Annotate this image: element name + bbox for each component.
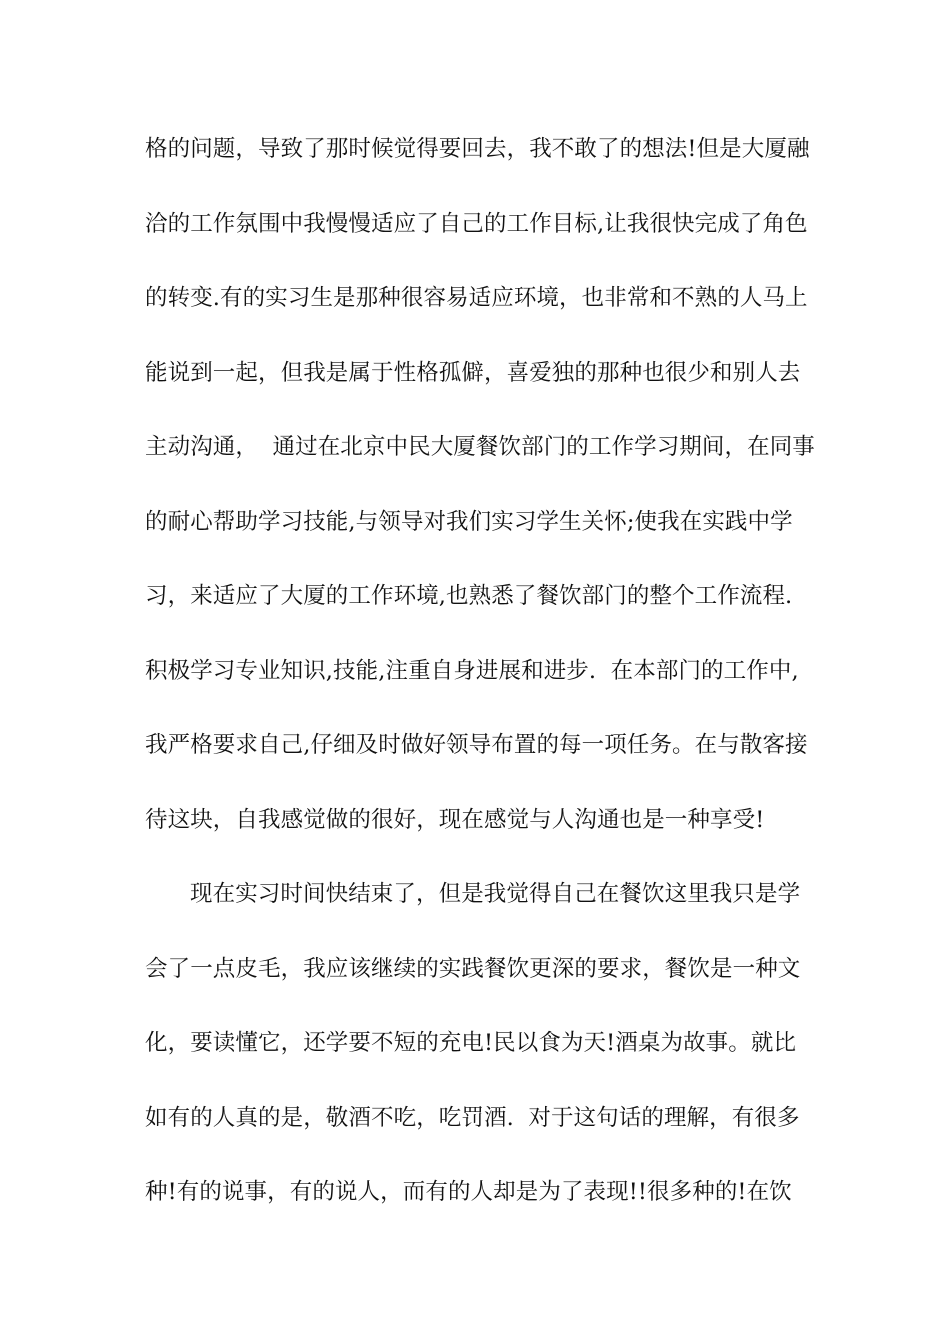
text-line: 会了一点皮毛，我应该继续的实践餐饮更深的要求，餐饮是一种文 — [145, 955, 801, 982]
text-line: 积极学习专业知识,技能,注重自身进展和进步. 在本部门的工作中, — [145, 657, 799, 684]
text-line: 习，来适应了大厦的工作环境,也熟悉了餐饮部门的整个工作流程. — [145, 583, 793, 609]
body-text — [145, 128, 815, 1246]
text-line: 的转变.有的实习生是那种很容易适应环境，也非常和不熟的人马上 — [145, 285, 808, 311]
paragraph-first-line: 现在实习时间快结束了，但是我觉得自己在餐饮这里我只是学 — [190, 881, 801, 907]
text-line: 主动沟通， 通过在北京中民大厦餐饮部门的工作学习期间，在同事 — [145, 434, 815, 460]
text-line: 化，要读懂它，还学要不短的充电!民以食为天!酒桌为故事。就比 — [145, 1030, 797, 1056]
text-line: 我严格要求自己,仔细及时做好领导布置的每一项任务。在与散客接 — [145, 732, 808, 758]
text-line: 格的问题，导致了那时候觉得要回去，我不敢了的想法!但是大厦融 — [145, 136, 810, 162]
text-line: 能说到一起，但我是属于性格孤僻，喜爱独的那种也很少和别人去 — [145, 359, 801, 386]
text-line: 如有的人真的是，敬酒不吃，吃罚酒. 对于这句话的理解，有很多 — [145, 1104, 800, 1131]
text-line: 种!有的说事，有的说人，而有的人却是为了表现!!很多种的!在饮 — [145, 1179, 792, 1205]
text-line: 的耐心帮助学习技能,与领导对我们实习学生关怀;使我在实践中学 — [145, 508, 793, 535]
text-line: 待这块，自我感觉做的很好，现在感觉与人沟通也是一种享受! — [145, 806, 765, 833]
text-line: 洽的工作氛围中我慢慢适应了自己的工作目标,让我很快完成了角色 — [145, 210, 808, 237]
